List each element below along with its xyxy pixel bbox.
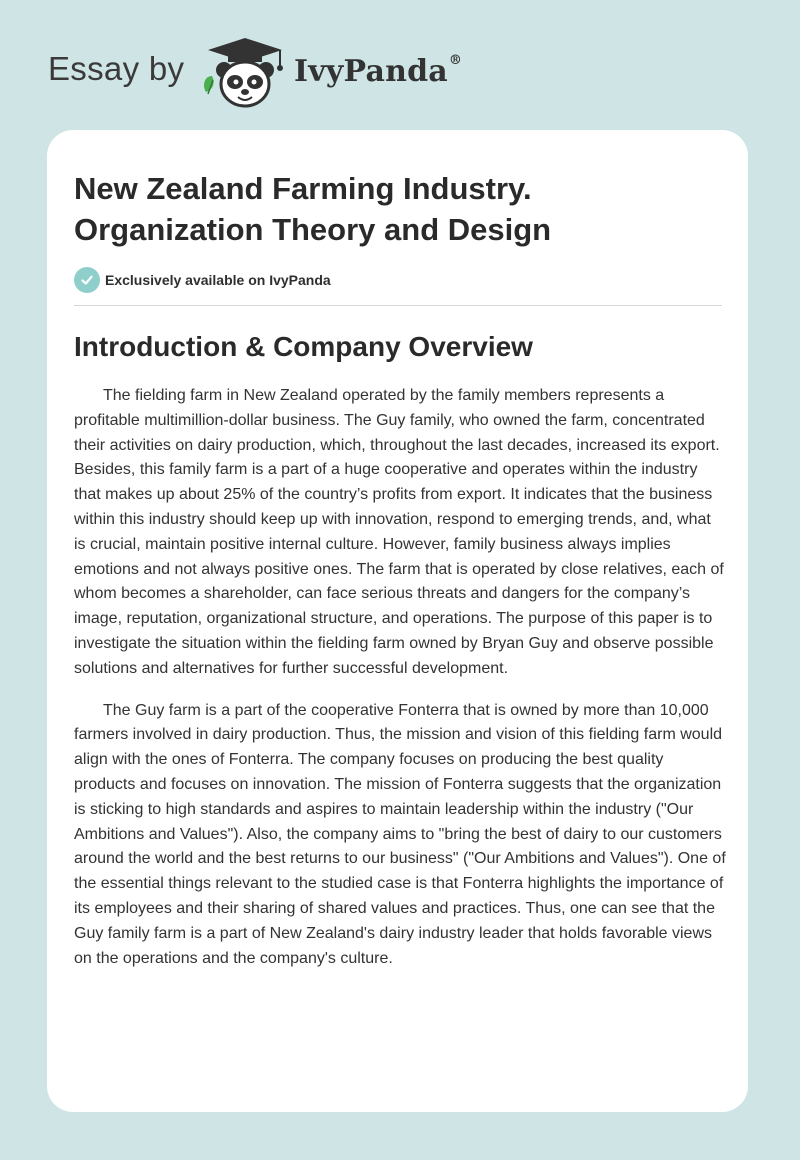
site-header bbox=[0, 0, 800, 130]
divider bbox=[74, 305, 722, 306]
check-circle-icon bbox=[74, 267, 100, 293]
exclusive-badge bbox=[74, 266, 721, 294]
exclusive-badge-text: Exclusively available on IvyPanda bbox=[105, 272, 331, 288]
panda-graduate-logo-icon[interactable] bbox=[200, 36, 290, 108]
brand-name[interactable]: IvyPanda® bbox=[294, 53, 463, 89]
title-line-1: New Zealand Farming Industry. bbox=[74, 171, 532, 206]
article-card bbox=[47, 130, 748, 1112]
essay-by-label: Essay by bbox=[48, 50, 185, 87]
section-heading: Introduction & Company Overview bbox=[74, 331, 533, 362]
trademark-symbol: ® bbox=[448, 53, 463, 68]
page-title bbox=[74, 168, 694, 250]
body-paragraph-2: The Guy farm is a part of the cooperative Fonterra that is owned by more than 10,000 farmers involved in dairy production. Thus, the mission and vision of this fielding farm would align with the ones of Fonterra. The company focuses on producing the best quality products and focuses on innovation. The mission of Fonterra suggests that the organization is sticking to high standards and aspires to maintain leadership within the industry ("Our Ambitions and Values"). Also, the company aims to "bring the best of dairy to our customers around the world and the best returns to our business" ("Our Ambitions and Values"). One of the essential things relevant to the studied case is that Fonterra highlights the importance of its employees and their sharing of shared values and practices. Thus, one can see that the Guy family farm is a part of New Zealand's dairy industry leader that holds favorable views on the operations and the company's culture. bbox=[74, 701, 726, 967]
title-line-2: Organization Theory and Design bbox=[74, 212, 552, 247]
body-paragraph-1: The fielding farm in New Zealand operated by the family members represents a profitable multimillion-dollar business. The Guy family, who owned the farm, concentrated their activities on dairy production, which, throughout the last decades, increased its export. Besides, this family farm is a part of a huge cooperative and operates within the industry that makes up about 25% of the country’s profits from export. It indicates that the business within this industry should keep up with innovation, respond to emerging trends, and, what is crucial, maintain positive internal culture. However, family business always implies emotions and not always positive ones. The farm that is operated by close relatives, each of whom becomes a shareholder, can face serious threats and dangers for the company’s image, reputation, organizational structure, and operations. The purpose of this paper is to investigate the situation within the fielding farm owned by Bryan Guy and observe possible solutions and alternatives for further successful development. bbox=[74, 387, 724, 677]
